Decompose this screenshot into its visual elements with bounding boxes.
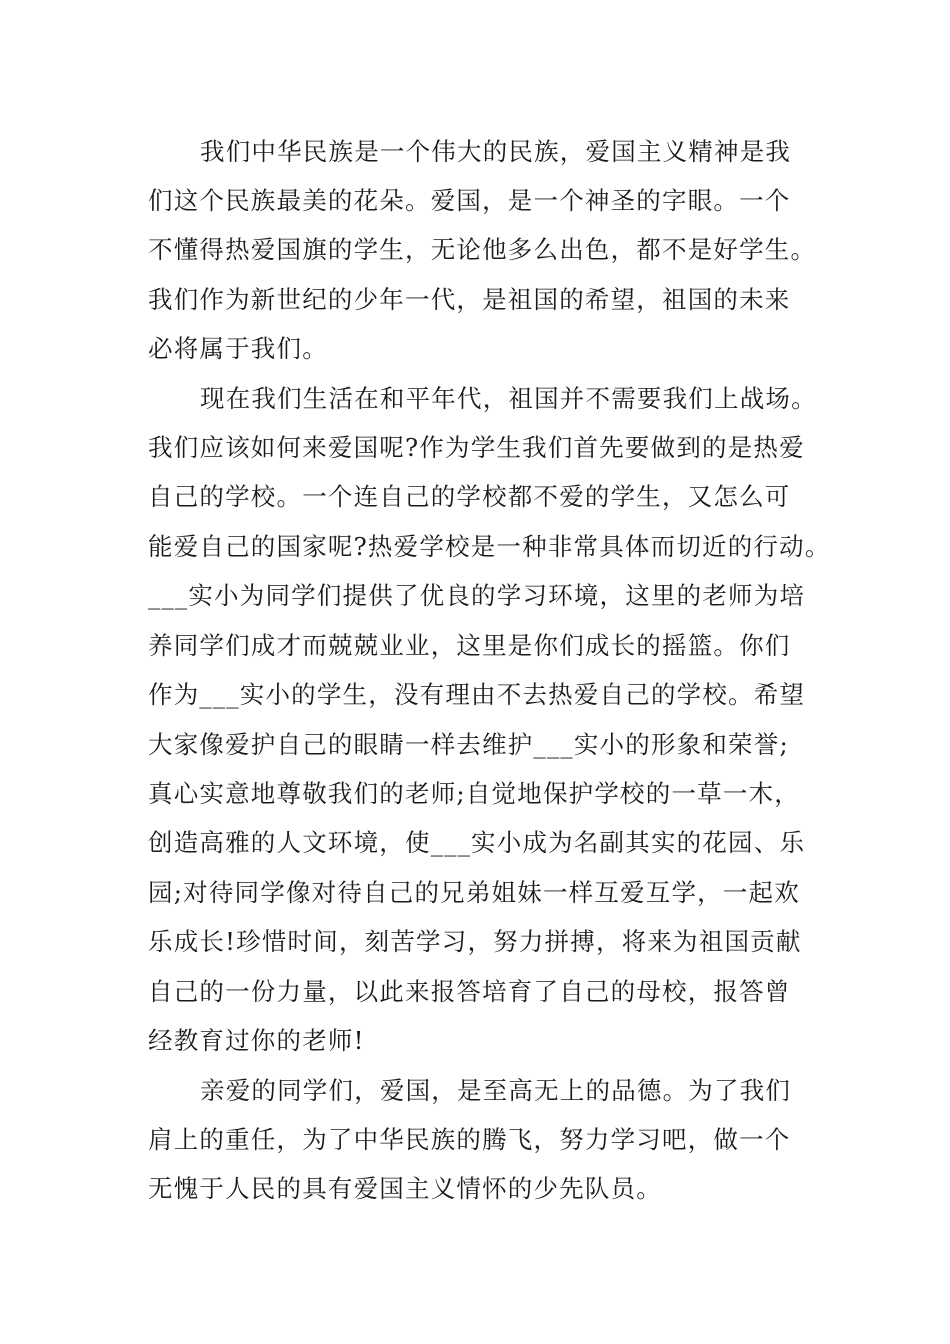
paragraph-2-line-6: 养同学们成才而兢兢业业，这里是你们成长的摇篮。你们 [148,631,791,660]
paragraph-1-line-4: 我们作为新世纪的少年一代，是祖国的希望，祖国的未来 [148,285,791,314]
paragraph-2-line-13: 自己的一份力量，以此来报答培育了自己的母校，报答曾 [148,977,791,1006]
paragraph-2-line-11: 园;对待同学像对待自己的兄弟姐妹一样互爱互学，一起欢 [148,878,800,907]
paragraph-2-line-4: 能爱自己的国家呢?热爱学校是一种非常具体而切近的行动。 [148,532,831,561]
paragraph-2-line-10: 创造高雅的人文环境，使___实小成为名副其实的花园、乐 [148,828,806,857]
paragraph-1-line-5: 必将属于我们。 [148,334,328,363]
paragraph-3-line-1: 亲爱的同学们，爱国，是至高无上的品德。为了我们 [200,1076,792,1105]
paragraph-2-line-12: 乐成长!珍惜时间，刻苦学习，努力拼搏，将来为祖国贡献 [148,927,802,956]
paragraph-2-line-3: 自己的学校。一个连自己的学校都不爱的学生，又怎么可 [148,482,791,511]
paragraph-2-line-2: 我们应该如何来爱国呢?作为学生我们首先要做到的是热爱 [148,433,805,462]
paragraph-2-line-7: 作为___实小的学生，没有理由不去热爱自己的学校。希望 [148,680,806,709]
paragraph-2-line-8: 大家像爱护自己的眼睛一样去维护___实小的形象和荣誉; [148,730,789,759]
paragraph-2-line-5: ___实小为同学们提供了优良的学习环境，这里的老师为培 [148,581,806,610]
paragraph-2-line-14: 经教育过你的老师! [148,1026,365,1055]
paragraph-3-line-2: 肩上的重任，为了中华民族的腾飞，努力学习吧，做一个 [148,1125,791,1154]
paragraph-1-line-3: 不懂得热爱国旗的学生，无论他多么出色，都不是好学生。 [148,235,817,264]
paragraph-2-line-9: 真心实意地尊敬我们的老师;自觉地保护学校的一草一木， [148,779,800,808]
paragraph-1-line-2: 们这个民族最美的花朵。爱国，是一个神圣的字眼。一个 [148,186,791,215]
paragraph-2-line-1: 现在我们生活在和平年代，祖国并不需要我们上战场。 [200,384,817,413]
paragraph-1-line-1: 我们中华民族是一个伟大的民族，爱国主义精神是我 [200,137,792,166]
paragraph-3-line-3: 无愧于人民的具有爱国主义情怀的少先队员。 [148,1174,662,1203]
